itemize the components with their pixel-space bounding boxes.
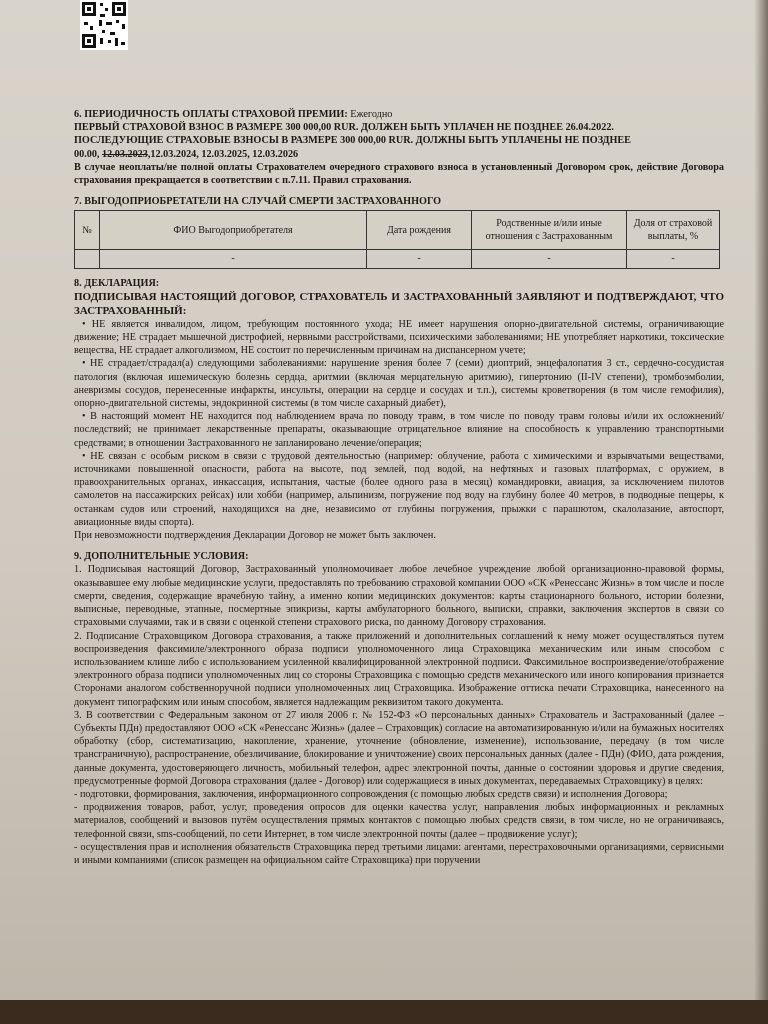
declaration-item: • НЕ связан с особым риском в связи с трудовой деятельностью (например: облучение, работа с химическими и взрывчатыми веществами, источниками повышенной опасности, работа на высоте, под землей, под водой, на нефтяных и газовых платформах, с оружием, в правоохранительных органах, инкассация, испытания, частые (более одного раза в месяц) командировки, авиация, за исключением пилотов самолетов на пассажирских рейсах) или хобби (например, альпинизм, погружение под воду на глубину более 40 метров, в подводные пещеры, к останкам судов или строений, находящихся на дне, независимо от глубины погружения, прыжки с парашютом, скалолазание, автоспорт, авиационные виды спорта).: [74, 450, 724, 528]
purpose-item: - осуществления прав и исполнения обязательств Страховщика перед третьими лицами: агентами, перестраховочными организациями, сервисными и иными компаниями (список размещен на официальном сайте Страховщика) при поручении: [74, 841, 724, 866]
declaration-lead: ПОДПИСЫВАЯ НАСТОЯЩИЙ ДОГОВОР, СТРАХОВАТЕЛЬ И ЗАСТРАХОВАННЫЙ ЗАЯВЛЯЮТ И ПОДТВЕРЖДАЮТ, ЧТО ЗАСТРАХОВАННЫЙ:: [74, 290, 724, 317]
table-row: [75, 250, 720, 268]
cell-number: [75, 250, 100, 268]
cell-share: -: [627, 250, 720, 268]
table-header-row: [75, 211, 720, 250]
col-share: Доля от страховой выплаты, %: [627, 211, 720, 250]
struck-date: 12.03.2023: [102, 148, 148, 160]
declaration-item: • НЕ является инвалидом, лицом, требующим постоянного ухода; НЕ имеет нарушения опорно-двигательной системы, ограничивающие движение; НЕ страдает мышечной дистрофией, нервными расстройствами, психическими заболеваниями; НЕ употребляет наркотики, токсические вещества, НЕ страдает алкоголизмом, НЕ состоит по перечисленным причинам на диспансерном учете;: [74, 318, 724, 357]
condition-paragraph: 3. В соответствии с Федеральным законом от 27 июля 2006 г. № 152-ФЗ «О персональных данных» Страхователь и Застрахованный (далее – Субъекты ПДн) предоставляют ООО «СК «Ренессанс Жизнь» (далее – Страховщик) согласие на автоматизированную и/или на бумажных носителях обработку (сбор, систематизацию, накопление, хранение, уточнение (обновление, изменение), использование, передачу (в том числе трансграничную), распространение, обезличивание, блокирование и уничтожение) своих персональных данных (далее - ПДн) (ФИО, дата рождения, данные документа, удостоверяющего личность, мобильный телефон, адрес электронной почты, данные о состоянии здоровья и другие сведения, предусмотренные формой Договора страхования (далее - Договор) или содержащиеся в иных документах, передаваемых Страховщику) в целях:: [74, 709, 724, 787]
section-6-title: 6. ПЕРИОДИЧНОСТЬ ОПЛАТЫ СТРАХОВОЙ ПРЕМИИ:: [74, 109, 348, 120]
beneficiaries-table: [74, 210, 720, 268]
col-number: №: [75, 211, 100, 250]
purpose-item: - подготовки, формирования, заключения, информационного сопровождения (с помощью любых средств связи) и исполнения Договора;: [74, 788, 668, 800]
background-surface: [0, 1000, 768, 1024]
document-content: [74, 108, 724, 867]
condition-paragraph: 2. Подписание Страховщиком Договора страхования, а также приложений и дополнительных соглашений к нему может осуществляться путем воспроизведения факсимиле/электронного образа подписи уполномоченного лица Страховщика механическим или иным способом с использованием клише либо с использованием усиленной квалифицированной электронной подписи. Факсимильное воспроизведение/отображение электронного образа подписи уполномоченных лиц со стороны Страховщика с помощью средств механического или иного копирования признается Сторонами аналогом собственноручной подписи уполномоченных лиц Страховщика. Изображение оттиска печати Страховщика, нанесенного на документ типографским или иным способом, является надлежащим реквизитом такого документа.: [74, 630, 724, 708]
payment-frequency: Ежегодно: [347, 109, 393, 120]
qr-code-graphic: [80, 0, 128, 50]
declaration-item: • В настоящий момент НЕ находится под наблюдением врача по поводу травм, в том числе по поводу травм головы и/или их осложнений/последствий; не принимает лекарственные препараты, оказывающие отрицательное влияние на способность к управлению транспортными средствами; в отношении Застрахованного не запланировано лечение/операция;: [74, 411, 724, 449]
purpose-item: - продвижения товаров, работ, услуг, проведения опросов для оценки качества услуг, направления любых информационных и рекламных материалов, сообщений и вызовов путём осуществления прямых контактов с помощью любых средств связи, в том числе, но не ограничиваясь, телефонной связи, sms-сообщений, по сети Интернет, в том числе электронной почты (далее – продвижение услуг);: [74, 802, 724, 840]
section-6: [74, 108, 724, 187]
next-payments-line: ПОСЛЕДУЮЩИЕ СТРАХОВЫЕ ВЗНОСЫ В РАЗМЕРЕ 300 000,00 RUR. ДОЛЖНЫ БЫТЬ УПЛАЧЕНЫ НЕ ПОЗДНЕЕ: [74, 135, 631, 147]
section-8: [74, 277, 724, 543]
section-7: [74, 195, 724, 268]
payment-dates: [74, 148, 724, 161]
cell-birthdate: -: [367, 250, 472, 268]
section-9-title: 9. ДОПОЛНИТЕЛЬНЫЕ УСЛОВИЯ:: [74, 551, 249, 563]
condition-paragraph: 1. Подписывая настоящий Договор, Застрахованный уполномочивает любое лечебное учреждение любой организационно-правовой формы, оказывавшее ему любые медицинские услуги, предоставлять по требованию страховой компании ООО «СК «Ренессанс Жизнь» в том числе и после смерти, сведения, содержащие врачебную тайну, а именно копии медицинских документов: карты стационарного больного, истории болезни, выписные, переводные, этапные, посмертные эпикризы, карты амбулаторного больного, выписки, справки, заключения экспертов в связи со страховыми случаями, так и в связи с оценкой степени страхового риска, по данному Договору страхования.: [74, 564, 724, 629]
nonpayment-note: В случае неоплаты/не полной оплаты Страхователем очередного страхового взноса в установленный Договором срок, действие Договора страхования прекращается в соответствии с п.7.11. Правил страхования.: [74, 161, 724, 187]
col-birthdate: Дата рождения: [367, 211, 472, 250]
payment-dates-rest: ,12.03.2024, 12.03.2025, 12.03.2026: [147, 148, 299, 160]
cell-name: -: [100, 250, 367, 268]
declaration-item: • НЕ страдает/страдал(а) следующими заболеваниями: нарушение зрения более 7 (семи) диоптрий, энцефалопатия 3 ст., сердечно-сосудистая патология (включая ишемическую болезнь сердца, аритмии (включая мерцательную аритмию), гипертонию (II-IV степени), тромбоэмболии, аневризмы сосудов, перенесенные инфаркты, инсульты, операции на сердце и сосудах и т.п.), системы кроветворения (в том числе гемофилия), опорно-двигательной системы, эндокринной системы (в том числе сахарный диабет),: [74, 358, 724, 410]
section-9: [74, 550, 724, 867]
qr-code: [80, 0, 128, 50]
first-payment-line: ПЕРВЫЙ СТРАХОВОЙ ВЗНОС В РАЗМЕРЕ 300 000,00 RUR. ДОЛЖЕН БЫТЬ УПЛАЧЕН НЕ ПОЗДНЕЕ 26.04.2022.: [74, 122, 614, 134]
payment-dates-start: 00.00,: [74, 148, 103, 160]
page-shadow: [754, 0, 768, 1024]
section-7-title: 7. ВЫГОДОПРИОБРЕТАТЕЛИ НА СЛУЧАЙ СМЕРТИ ЗАСТРАХОВАННОГО: [74, 196, 442, 208]
cell-relation: -: [472, 250, 627, 268]
section-8-title: 8. ДЕКЛАРАЦИЯ:: [74, 277, 160, 289]
col-name: ФИО Выгодоприобретателя: [100, 211, 367, 250]
declaration-closing: При невозможности подтверждения Декларации Договор не может быть заключен.: [74, 530, 436, 542]
col-relation: Родственные и/или иные отношения с Застрахованным: [472, 211, 627, 250]
